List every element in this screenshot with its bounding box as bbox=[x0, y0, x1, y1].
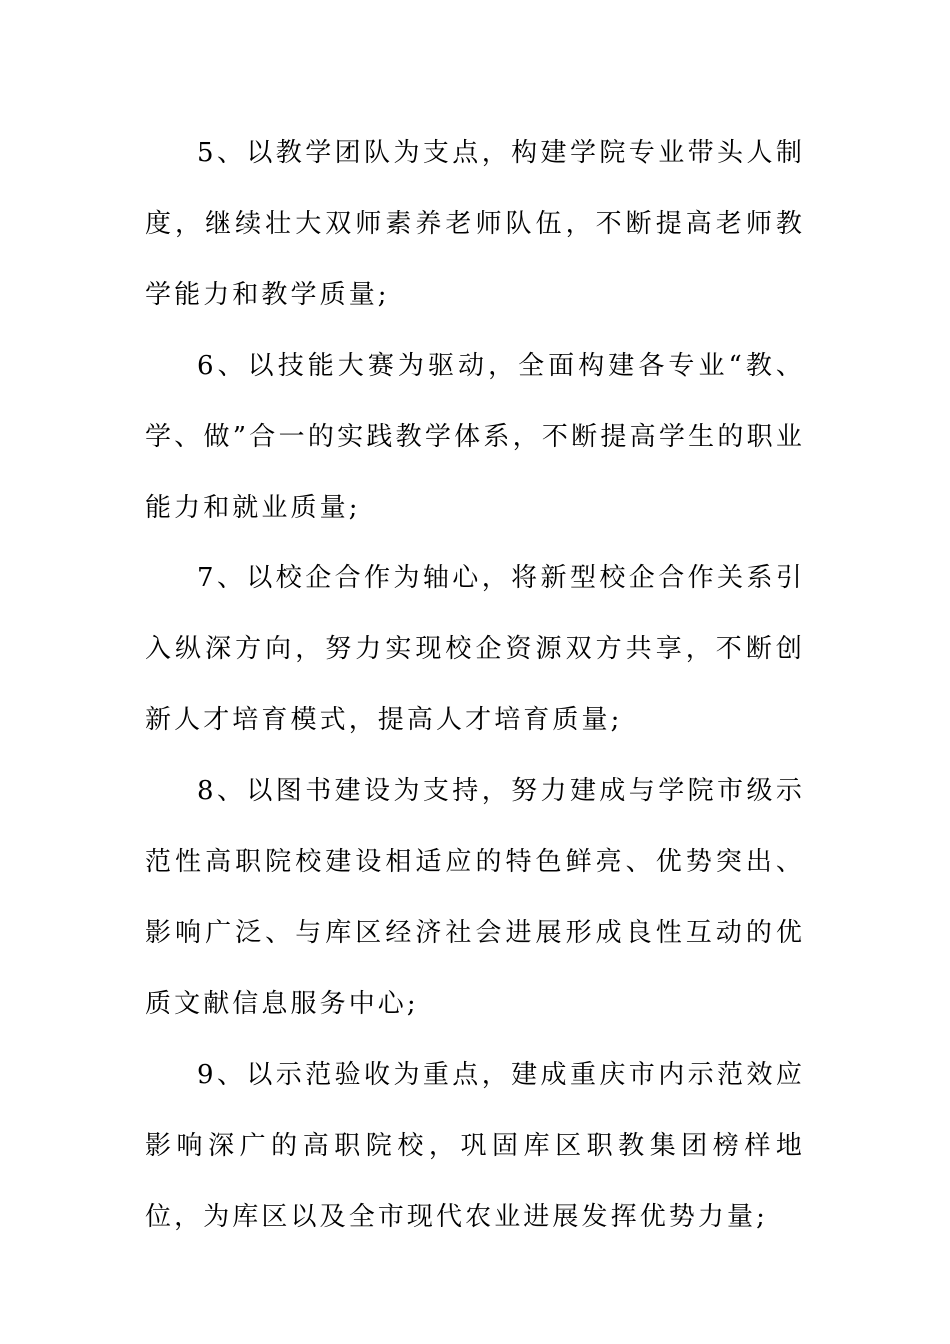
paragraph-item-5: 5、以教学团队为支点，构建学院专业带头人制度，继续壮大双师素养老师队伍，不断提高老师教学能力和教学质量; bbox=[145, 138, 805, 310]
document-body bbox=[145, 118, 805, 1253]
paragraph-item-9: 9、以示范验收为重点，建成重庆市内示范效应影响深广的高职院校，巩固库区职教集团榜样地位，为库区以及全市现代农业进展发挥优势力量; bbox=[145, 1059, 805, 1232]
paragraph-item-8: 8、以图书建设为支持，努力建成与学院市级示范性高职院校建设相适应的特色鲜亮、优势突出、影响广泛、与库区经济社会进展形成良性互动的优质文献信息服务中心; bbox=[145, 776, 805, 1019]
paragraph-item-6: 6、以技能大赛为驱动，全面构建各专业“教、学、做”合一的实践教学体系，不断提高学生的职业能力和就业质量; bbox=[145, 350, 805, 523]
paragraph-item-7: 7、以校企合作为轴心，将新型校企合作关系引入纵深方向，努力实现校企资源双方共享，不断创新人才培育模式，提高人才培育质量; bbox=[145, 563, 805, 736]
